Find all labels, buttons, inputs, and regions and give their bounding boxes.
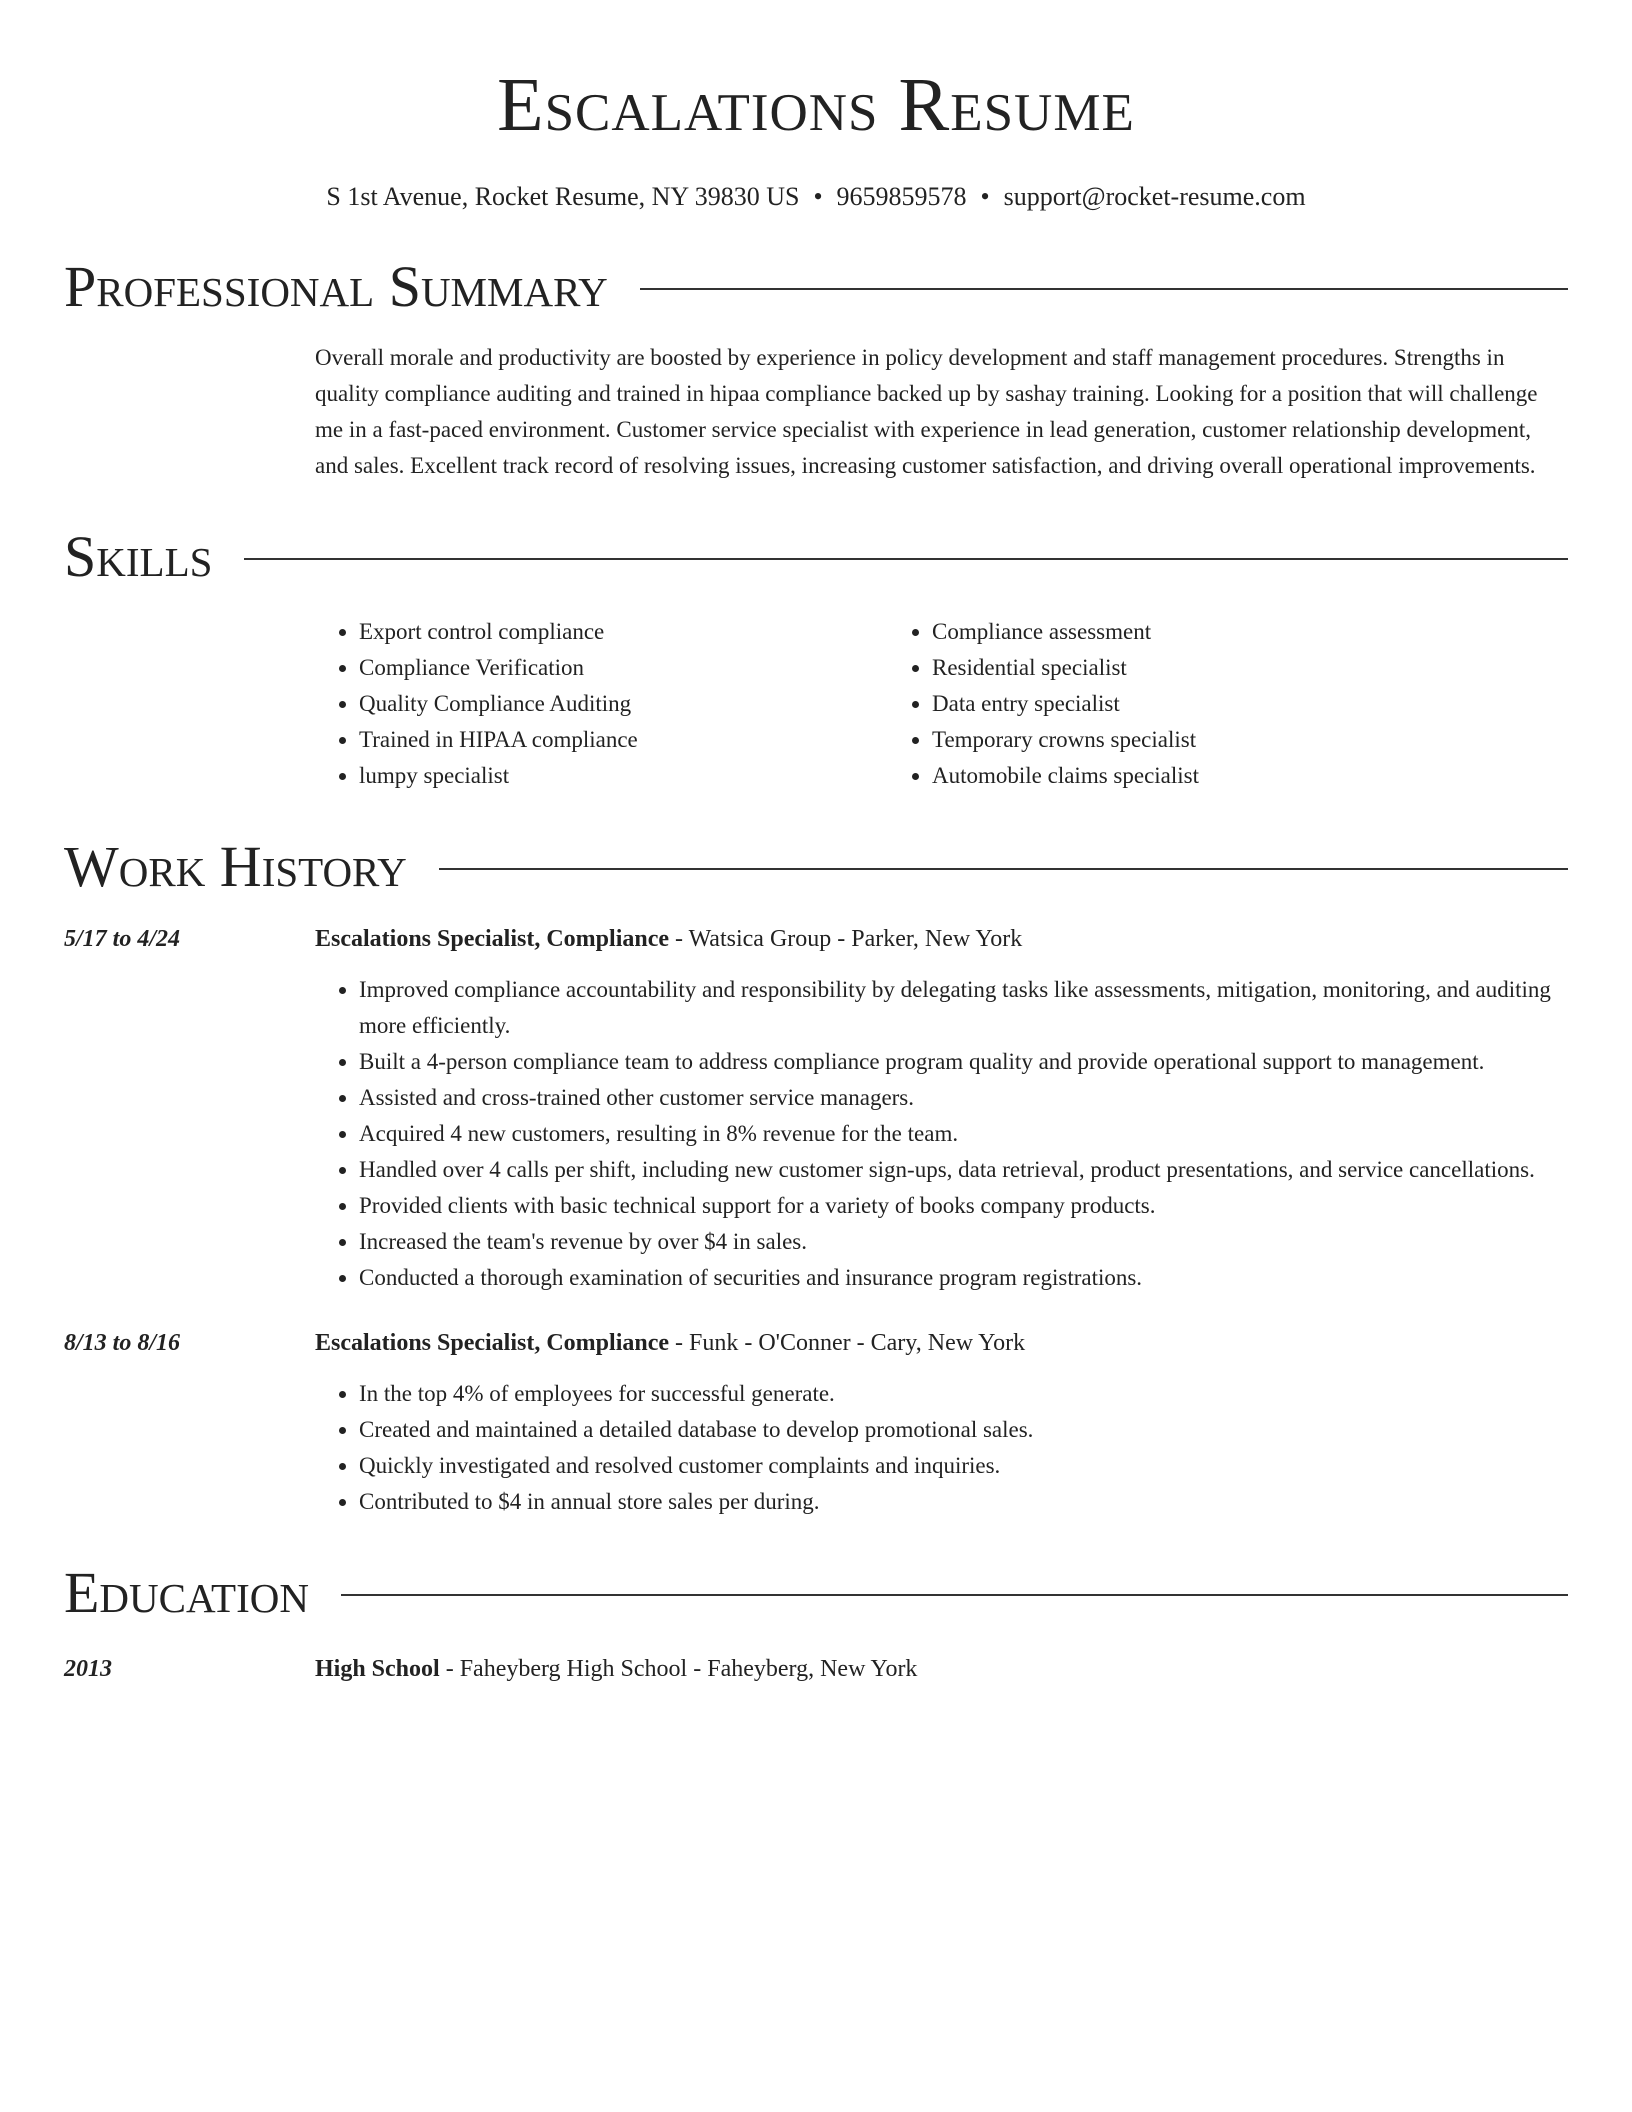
contact-email: support@rocket-resume.com: [1003, 182, 1306, 211]
job-employer: - Funk - O'Conner - Cary, New York: [669, 1330, 1026, 1356]
job-bullet: • Improved compliance accountability and responsibility by delegating tasks like assessments, mitigation, monitoring, and auditing more efficiently.: [359, 972, 1568, 1044]
education-degree: High School: [315, 1656, 440, 1682]
section-divider: [640, 288, 1568, 290]
job-title: Escalations Specialist, Compliance: [315, 926, 670, 952]
skills-column-left: [315, 614, 888, 794]
skill-item: • Quality Compliance Auditing: [359, 686, 888, 722]
education-body: [315, 1652, 1568, 1686]
skills-section-title: Skills: [64, 524, 213, 589]
job-entry: [64, 922, 1568, 1296]
summary-section-header: [64, 254, 1568, 320]
contact-address: S 1st Avenue, Rocket Resume, NY 39830 US: [326, 182, 800, 211]
job-bullet: • Contributed to $4 in annual store sales per during.: [359, 1484, 1568, 1520]
job-entry: [64, 1326, 1568, 1520]
skills-list: [315, 614, 1568, 794]
job-bullet: • Increased the team's revenue by over $4 in sales.: [359, 1224, 1568, 1260]
education-section-header: [64, 1560, 1568, 1626]
education-school: - Faheyberg High School - Faheyberg, New York: [439, 1656, 918, 1682]
skill-item: • Export control compliance: [359, 614, 888, 650]
skill-item: • lumpy specialist: [359, 758, 888, 794]
job-bullet: • Conducted a thorough examination of securities and insurance program registrations.: [359, 1260, 1568, 1296]
contact-phone: 9659859578: [836, 182, 967, 211]
work-section-header: [64, 834, 1568, 900]
section-divider: [341, 1594, 1568, 1596]
education-year: 2013: [64, 1656, 112, 1682]
skill-item: • Compliance assessment: [932, 614, 1199, 650]
job-bullet: • Created and maintained a detailed database to develop promotional sales.: [359, 1412, 1568, 1448]
job-bullet: • Built a 4-person compliance team to address compliance program quality and provide operational support to management.: [359, 1044, 1568, 1080]
contact-separator: •: [813, 182, 823, 211]
resume-name: Escalations Resume: [497, 63, 1135, 147]
skill-item: • Temporary crowns specialist: [932, 722, 1199, 758]
skills-section-header: [64, 524, 1568, 590]
skill-item: • Trained in HIPAA compliance: [359, 722, 888, 758]
summary-text: Overall morale and productivity are boosted by experience in policy development and staff management procedures. Strengths in quality compliance auditing and trained in hipaa compliance backed up by sashay training. Looking for a position that will challenge me in a fast-paced environment. Customer service specialist with experience in lead generation, customer relationship development, and sales. Excellent track record of resolving issues, increasing customer satisfaction, and driving overall operational improvements.: [315, 345, 1538, 478]
skill-item: • Data entry specialist: [932, 686, 1199, 722]
job-bullet: • Assisted and cross-trained other customer service managers.: [359, 1080, 1568, 1116]
job-employer: - Watsica Group - Parker, New York: [669, 926, 1023, 952]
skills-column-right: [888, 614, 1199, 794]
education-heading: [315, 1652, 1568, 1686]
job-bullets: [315, 1376, 1568, 1520]
education-section-title: Education: [64, 1560, 309, 1625]
summary-section-title: Professional Summary: [64, 254, 608, 319]
skill-item: • Automobile claims specialist: [932, 758, 1199, 794]
section-divider: [244, 558, 1568, 560]
contact-separator: •: [980, 182, 990, 211]
job-title: Escalations Specialist, Compliance: [315, 1330, 670, 1356]
job-body: [315, 922, 1568, 1296]
job-dates: 5/17 to 4/24: [64, 926, 181, 952]
contact-line: [64, 180, 1568, 214]
work-section-title: Work History: [64, 834, 407, 899]
job-bullets: [315, 972, 1568, 1296]
job-bullet: • Provided clients with basic technical support for a variety of books company products.: [359, 1188, 1568, 1224]
job-body: [315, 1326, 1568, 1520]
job-bullet: • Acquired 4 new customers, resulting in 8% revenue for the team.: [359, 1116, 1568, 1152]
education-entry: [64, 1652, 1568, 1686]
job-dates: 8/13 to 8/16: [64, 1330, 181, 1356]
job-heading: [315, 922, 1568, 956]
job-bullet: • In the top 4% of employees for successful generate.: [359, 1376, 1568, 1412]
section-divider: [439, 868, 1568, 870]
job-heading: [315, 1326, 1568, 1360]
skill-item: • Compliance Verification: [359, 650, 888, 686]
job-bullet: • Quickly investigated and resolved customer complaints and inquiries.: [359, 1448, 1568, 1484]
job-bullet: • Handled over 4 calls per shift, including new customer sign-ups, data retrieval, product presentations, and service cancellations.: [359, 1152, 1568, 1188]
skill-item: • Residential specialist: [932, 650, 1199, 686]
